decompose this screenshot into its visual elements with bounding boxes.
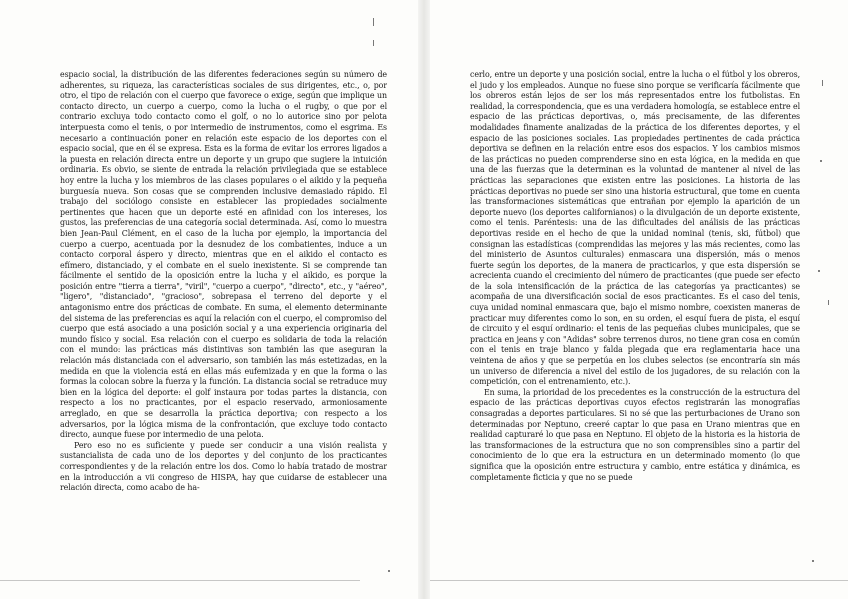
scan-speck [818, 270, 820, 272]
left-paragraph-1: espacio social, la distribución de las diferentes federaciones según su número de adherentes, su riqueza, las características sociales de sus dirigentes, etc., o, por otro, el tipo de relación con el cuerpo que favorece o exige, según que implique un contacto directo, un cuerpo a cuerpo, como la lucha o el rugby, o que por el contrario excluya todo contacto como el golf, o no lo autorice sino por pelota interpuesta como el tenis, o por intermedio de instrumentos, como el esgrima. Es necesario a continuación poner en relación este espacio de los deportes con el espacio social, que en él se expresa. Esta es la forma de evitar los errores ligados a la puesta en relación directa entre un deporte y un grupo que sugiere la intuición ordinaria. Es obvio, se siente de entrada la relación privilegiada que se establece hoy entre la lucha y los miembros de las clases populares o el aikido y la pequeña burguesía nueva. Son cosas que se comprenden inclusive demasiado rápido. El trabajo del sociólogo consiste en establecer las propiedades socialmente pertinentes que hacen que un deporte esté en afinidad con los intereses, los gustos, las preferencias de una categoría social determinada. Así, como lo muestra bien Jean-Paul Clément, en el caso de la lucha por ejemplo, la importancia del cuerpo a cuerpo, acentuada por la desnudez de los combatientes, induce a un contacto corporal áspero y directo, mientras que en el aikido el contacto es efímero, distanciado, y el combate en el suelo inexistente. Si se comprende tan fácilmente el sentido de la oposición entre la lucha y el aikido, es porque la posición entre "tierra a tierra", "viril", "cuerpo a cuerpo", "directo", etc., y "aéreo", "ligero", "distanciado", "gracioso", sobrepasa el terreno del deporte y el antagonismo entre dos prácticas de combate. En suma, el elemento determinante del sistema de las preferencias es aquí la relación con el cuerpo, el compromiso del cuerpo que está asociado a una posición social y a una experiencia originaria del mundo físico y social. Esa relación con el cuerpo es solidaria de toda la relación con el mundo: las prácticas más distintivas son también las que aseguran la relación más distanciada con el adversario, son también las más estetizadas, en la medida en que la violencia está en ellas más eufemizada y en que la forma o las formas la colocan sobre la fuerza y la función. La distancia social se retraduce muy bien en la lógica del deporte: el golf instaura por todas partes la distancia, con respecto a los no practicantes, por el espacio reservado, armoniosamente arreglado, en que se desarrolla la práctica deportiva; con respecto a los adversarios, por la lógica misma de la confrontación, que excluye todo contacto directo, aunque fuese por intermedio de una pelota. [60, 70, 387, 440]
right-page-text [470, 70, 800, 565]
right-paragraph-2: En suma, la prioridad de los precedentes es la construcción de la estructura del espacio de las prácticas deportivas cuyos efectos registrarán las monografías consagradas a deportes particulares. Si no sé que las perturbaciones de Urano son determinadas por Neptuno, creeré captar lo que pasa en Urano mientras que en realidad capturaré lo que pasa en Neptuno. El objeto de la historia es la historia de las transformaciones de la estructura que no son comprensibles sino a partir del conocimiento de lo que era la estructura en un determinado momento (lo que significa que la oposición entre estructura y cambio, entre estática y dinámica, es completamente ficticia y que no se puede [470, 387, 800, 482]
book-gutter [418, 0, 430, 599]
scan-edge-line-right [430, 580, 848, 581]
left-page-text [60, 70, 387, 565]
right-paragraph-1: cerlo, entre un deporte y una posición social, entre la lucha o el fútbol y los obreros, el judo y los empleados. Aunque no fuese sino porque se verificaría fácilmente que los obreros están lejos de ser los más representados entre los futbolistas. En realidad, la correspondencia, que es una verdadera homología, se establece entre el espacio de las prácticas deportivas, o, más precisamente, de las diferentes modalidades finamente analizadas de la práctica de los diferentes deportes, y el espacio de las posiciones sociales. Las propiedades pertinentes de cada práctica deportiva se definen en la relación entre esos dos espacios. Y los cambios mismos de las prácticas no pueden comprenderse sino en esta lógica, en la medida en que una de las fuerzas que la determinan es la voluntad de mantener al nivel de las prácticas las separaciones que existen entre las posiciones. La historia de las prácticas deportivas no puede ser sino una historia estructural, que tome en cuenta las transformaciones sistemáticas que entrañan por ejemplo la aparición de un deporte nuevo (los deportes californianos) o la divulgación de un deporte existente, como el tenis. Paréntesis: una de las dificultades del análisis de las prácticas deportivas reside en el hecho de que la unidad nominal (tenis, ski, fútbol) que consignan las estadísticas (comprendidas las mejores y las más recientes, como las del ministerio de Asuntos culturales) enmascara una dispersión, más o menos fuerte según los deportes, de la manera de practicarlos, y que esta dispersión se acrecienta cuando el crecimiento del número de practicantes (que puede ser efecto de la sola intensificación de la práctica de las categorías ya practicantes) se acompaña de una diversificación social de esos practicantes. Es el caso del tenis, cuya unidad nominal enmascara que, bajo el mismo nombre, coexisten maneras de practicar muy diferentes como lo son, en su orden, el esquí fuera de pista, el esquí de circuito y el esquí ordinario: el tenis de las pequeñas clubes municipales, que se practica en jeans y con "Adidas" sobre terrenos duros, no tiene gran cosa en común con el tenis en traje blanco y falda plegada que era reglamentaria hace una veintena de años y que se perpetúa en los clubes selectos (se encontraría sin más un universo de diferencia a nivel del estilo de los jugadores, de su relación con la competición, con el entrenamiento, etc.). [470, 70, 800, 387]
scan-speck [820, 160, 822, 162]
gutter-mark-middle [373, 40, 374, 46]
scan-speck [812, 560, 814, 562]
margin-mark [822, 80, 823, 86]
left-paragraph-2: Pero eso no es suficiente y puede ser conducir a una visión realista y sustancialista de cada uno de los deportes y del conjunto de los practicantes correspondientes y de la relación entre los dos. Como lo había tratado de mostrar en la introducción a vii congreso de HISPA, hay que cuidarse de establecer una relación directa, como acabo de ha- [60, 440, 387, 493]
scan-edge-line-left [0, 580, 360, 581]
scan-speck [388, 570, 390, 572]
margin-mark [828, 300, 829, 305]
gutter-mark-top [373, 18, 374, 26]
